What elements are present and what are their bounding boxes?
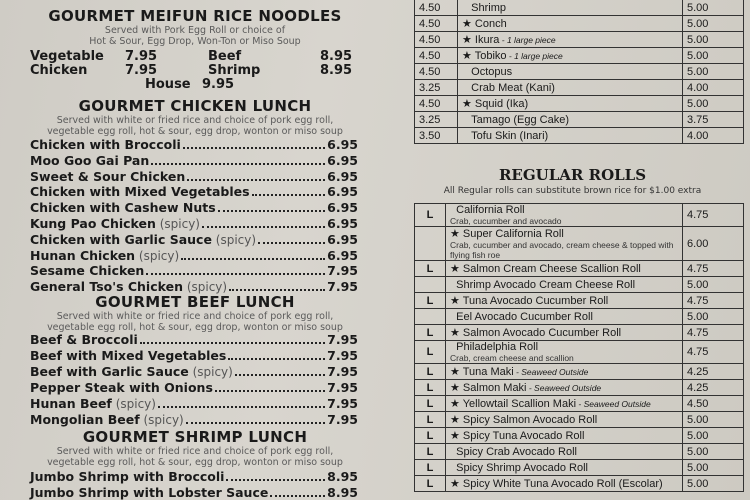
meifun-item-price: 9.95 bbox=[202, 77, 235, 92]
chicken-subtitle-2: vegetable egg roll, hot & sour, egg drop, wonton or miso soup bbox=[47, 126, 343, 137]
roll-name bbox=[446, 444, 683, 460]
menu-item-price: 6.95 bbox=[327, 137, 358, 152]
sushi-price: 5.00 bbox=[683, 16, 744, 32]
sushi-name-text: Crab Meat (Kani) bbox=[471, 81, 555, 94]
roll-price: 5.00 bbox=[683, 444, 744, 460]
menu-item-name: Sweet & Sour Chicken bbox=[30, 168, 186, 184]
menu-item-row bbox=[30, 231, 358, 247]
shrimp-title: GOURMET SHRIMP LUNCH bbox=[82, 428, 308, 446]
roll-name-text: Spicy Crab Avocado Roll bbox=[456, 445, 577, 458]
menu-item-price: 7.95 bbox=[327, 364, 358, 379]
sushi-row bbox=[415, 96, 744, 112]
roll-name-text: Salmon Avocado Cucumber Roll bbox=[462, 327, 622, 339]
menu-item-price: 7.95 bbox=[327, 380, 358, 395]
sushi-row bbox=[415, 48, 744, 64]
meifun-item-name: Vegetable bbox=[30, 49, 104, 64]
sushi-price-small: 3.25 bbox=[415, 112, 458, 128]
roll-row bbox=[415, 364, 744, 380]
sushi-price-small: 4.50 bbox=[415, 0, 458, 16]
menu-item-name: Chicken with Garlic Sauce bbox=[30, 231, 212, 247]
roll-name-text: Shrimp Avocado Cream Cheese Roll bbox=[456, 278, 636, 291]
sushi-name-text: Squid (Ika) bbox=[474, 98, 529, 110]
menu-item-row bbox=[30, 247, 358, 263]
sushi-note: - 1 large piece bbox=[506, 51, 563, 61]
sushi-name-text: Tamago (Egg Cake) bbox=[471, 113, 569, 126]
sushi-name bbox=[458, 0, 683, 16]
sushi-name bbox=[458, 112, 683, 128]
menu-item-row bbox=[30, 183, 358, 199]
dot-leader bbox=[151, 162, 325, 165]
roll-name bbox=[446, 341, 683, 364]
sushi-price-small: 4.50 bbox=[415, 16, 458, 32]
dot-leader bbox=[158, 405, 325, 408]
dot-leader bbox=[258, 241, 325, 244]
roll-row bbox=[415, 309, 744, 325]
roll-name bbox=[446, 396, 683, 412]
roll-price: 4.75 bbox=[683, 325, 744, 341]
roll-tag: L bbox=[415, 380, 446, 396]
star-icon: ★ bbox=[450, 327, 463, 339]
beef-title: GOURMET BEEF LUNCH bbox=[95, 293, 295, 311]
roll-name bbox=[446, 325, 683, 341]
roll-price: 4.75 bbox=[683, 341, 744, 364]
roll-price: 5.00 bbox=[683, 428, 744, 444]
roll-price: 5.00 bbox=[683, 277, 744, 293]
roll-name bbox=[446, 261, 683, 277]
roll-name-text: Salmon Maki bbox=[462, 382, 527, 394]
roll-name-text: Spicy White Tuna Avocado Roll (Escolar) bbox=[462, 478, 663, 490]
roll-tag: L bbox=[415, 444, 446, 460]
menu-item-name: Beef with Garlic Sauce bbox=[30, 364, 189, 379]
dot-leader bbox=[235, 373, 325, 376]
sushi-name-text: Shrimp bbox=[471, 1, 507, 14]
roll-name bbox=[446, 380, 683, 396]
menu-item-name: Chicken with Broccoli bbox=[30, 137, 181, 152]
star-icon: ★ bbox=[450, 366, 463, 378]
roll-price: 4.75 bbox=[683, 293, 744, 309]
sushi-name-text: Octopus bbox=[471, 65, 513, 78]
roll-name bbox=[446, 364, 683, 380]
roll-row bbox=[415, 396, 744, 412]
sushi-price-small: 4.50 bbox=[415, 48, 458, 64]
menu-item-row bbox=[30, 199, 358, 215]
menu-item-price: 6.95 bbox=[327, 152, 358, 168]
menu-item-row bbox=[30, 136, 358, 152]
menu-item-price: 8.95 bbox=[327, 485, 358, 500]
roll-price: 4.50 bbox=[683, 396, 744, 412]
spicy-label: (spicy) bbox=[183, 280, 228, 295]
roll-price: 4.25 bbox=[683, 380, 744, 396]
sushi-name bbox=[458, 32, 683, 48]
sushi-name-text: Ikura bbox=[474, 34, 500, 46]
dot-leader bbox=[270, 494, 325, 497]
sushi-row bbox=[415, 0, 744, 16]
menu-item-name: Sesame Chicken bbox=[30, 263, 145, 279]
roll-row bbox=[415, 444, 744, 460]
sushi-price: 3.75 bbox=[683, 112, 744, 128]
menu-item-price: 6.95 bbox=[327, 184, 358, 200]
roll-row bbox=[415, 261, 744, 277]
star-icon: ★ bbox=[450, 478, 463, 490]
dot-leader bbox=[186, 421, 325, 424]
menu-item-name: Kung Pao Chicken bbox=[30, 216, 156, 231]
menu-item-price: 6.95 bbox=[327, 168, 358, 184]
beef-subtitle-1: Served with white or fried rice and choice of pork egg roll, bbox=[56, 311, 334, 322]
meifun-item-price: 7.95 bbox=[125, 49, 158, 64]
roll-description: Crab, cucumber and avocado, cream cheese & topped with flying fish roe bbox=[450, 240, 674, 260]
spicy-label: (spicy) bbox=[211, 232, 257, 247]
sushi-price-small: 4.50 bbox=[415, 96, 458, 112]
roll-name-text: Super California Roll bbox=[462, 228, 564, 240]
sushi-price: 5.00 bbox=[683, 96, 744, 112]
roll-name-text: Philadelphia Roll bbox=[456, 341, 539, 353]
menu-item-name: Jumbo Shrimp with Broccoli bbox=[30, 469, 225, 484]
sushi-row bbox=[415, 16, 744, 32]
menu-item-name: Beef & Broccoli bbox=[30, 332, 138, 347]
spicy-label: (spicy) bbox=[135, 248, 180, 263]
dot-leader bbox=[181, 257, 325, 260]
sushi-price-small: 3.25 bbox=[415, 80, 458, 96]
roll-name-text: Spicy Tuna Avocado Roll bbox=[462, 430, 585, 442]
menu-item-price: 6.95 bbox=[327, 200, 358, 216]
menu-item-name: Jumbo Shrimp with Lobster Sauce bbox=[30, 485, 269, 500]
dot-leader bbox=[202, 225, 325, 228]
roll-row bbox=[415, 204, 744, 227]
menu-item-row bbox=[30, 347, 358, 363]
roll-note: - Seaweed Outside bbox=[513, 367, 589, 377]
star-icon: ★ bbox=[450, 398, 463, 410]
roll-price: 5.00 bbox=[683, 412, 744, 428]
menu-item-price: 6.95 bbox=[327, 231, 358, 247]
star-icon: ★ bbox=[462, 18, 475, 30]
roll-row bbox=[415, 412, 744, 428]
roll-tag: L bbox=[415, 204, 446, 227]
sushi-name bbox=[458, 48, 683, 64]
sushi-price: 5.00 bbox=[683, 48, 744, 64]
shrimp-subtitle-1: Served with white or fried rice and choice of pork egg roll, bbox=[56, 446, 334, 457]
menu-item-row bbox=[30, 168, 358, 184]
meifun-item-price: 7.95 bbox=[125, 63, 158, 78]
menu-item-row bbox=[30, 262, 358, 278]
sushi-price: 5.00 bbox=[683, 64, 744, 80]
chicken-title: GOURMET CHICKEN LUNCH bbox=[78, 97, 312, 115]
sushi-note: - 1 large piece bbox=[499, 35, 556, 45]
roll-name bbox=[446, 476, 683, 492]
menu-item-row bbox=[30, 152, 358, 168]
menu-item-row bbox=[30, 215, 358, 231]
roll-row bbox=[415, 428, 744, 444]
menu-item-row bbox=[30, 395, 358, 411]
dot-leader bbox=[252, 193, 326, 196]
roll-name-text: Yellowtail Scallion Maki bbox=[462, 398, 577, 410]
spicy-label: (spicy) bbox=[139, 413, 184, 427]
dot-leader bbox=[215, 389, 325, 392]
menu-item-name: Mongolian Beef bbox=[30, 412, 140, 427]
sushi-name bbox=[458, 96, 683, 112]
menu-item-price: 7.95 bbox=[327, 332, 358, 347]
roll-price: 5.00 bbox=[683, 309, 744, 325]
dot-leader bbox=[229, 288, 325, 291]
menu-item-name: Chicken with Mixed Vegetables bbox=[30, 184, 250, 200]
meifun-item-name: Shrimp bbox=[208, 63, 261, 78]
beef-subtitle-2: vegetable egg roll, hot & sour, egg drop, wonton or miso soup bbox=[47, 322, 343, 333]
sushi-name bbox=[458, 16, 683, 32]
roll-tag: L bbox=[415, 261, 446, 277]
roll-name bbox=[446, 227, 683, 261]
sushi-price: 4.00 bbox=[683, 80, 744, 96]
roll-tag: L bbox=[415, 341, 446, 364]
star-icon: ★ bbox=[462, 98, 475, 110]
roll-row bbox=[415, 293, 744, 309]
roll-price: 5.00 bbox=[683, 460, 744, 476]
dot-leader bbox=[183, 146, 325, 149]
star-icon: ★ bbox=[450, 430, 463, 442]
roll-row bbox=[415, 460, 744, 476]
roll-name bbox=[446, 204, 683, 227]
star-icon: ★ bbox=[450, 295, 463, 307]
roll-row bbox=[415, 341, 744, 364]
chicken-subtitle-1: Served with white or fried rice and choice of pork egg roll, bbox=[56, 115, 334, 126]
dot-leader bbox=[226, 478, 325, 481]
roll-note: - Seaweed Outside bbox=[526, 383, 602, 393]
star-icon: ★ bbox=[450, 228, 463, 240]
roll-name-text: California Roll bbox=[456, 204, 525, 216]
sushi-name-text: Conch bbox=[474, 18, 507, 30]
menu-item-price: 6.95 bbox=[327, 216, 358, 231]
roll-name-text: Tuna Maki bbox=[462, 366, 514, 378]
sushi-price: 5.00 bbox=[683, 0, 744, 16]
roll-tag: L bbox=[415, 325, 446, 341]
menu-item-row bbox=[30, 411, 358, 427]
roll-name-text: Spicy Salmon Avocado Roll bbox=[462, 414, 598, 426]
sushi-name bbox=[458, 80, 683, 96]
star-icon: ★ bbox=[450, 263, 463, 275]
roll-price: 5.00 bbox=[683, 476, 744, 492]
sushi-price-small: 3.50 bbox=[415, 128, 458, 144]
roll-price: 6.00 bbox=[683, 227, 744, 261]
roll-row bbox=[415, 227, 744, 261]
menu-item-name: General Tso's Chicken bbox=[30, 279, 183, 295]
menu-item-name: Beef with Mixed Vegetables bbox=[30, 348, 227, 363]
sushi-price: 5.00 bbox=[683, 32, 744, 48]
dot-leader bbox=[218, 209, 326, 212]
roll-price: 4.25 bbox=[683, 364, 744, 380]
menu-item-row bbox=[30, 363, 358, 379]
meifun-item-price: 8.95 bbox=[320, 63, 353, 78]
sushi-row bbox=[415, 64, 744, 80]
menu-item-price: 7.95 bbox=[327, 412, 358, 427]
meifun-subtitle-1: Served with Pork Egg Roll or choice of bbox=[104, 25, 286, 36]
roll-description: Crab, cucumber and avocado bbox=[450, 216, 562, 226]
sushi-price: 4.00 bbox=[683, 128, 744, 144]
meifun-subtitle-2: Hot & Sour, Egg Drop, Won-Ton or Miso Soup bbox=[89, 36, 301, 47]
star-icon: ★ bbox=[462, 34, 475, 46]
star-icon: ★ bbox=[462, 50, 475, 62]
sushi-name bbox=[458, 128, 683, 144]
roll-tag: L bbox=[415, 428, 446, 444]
sushi-row bbox=[415, 80, 744, 96]
roll-name bbox=[446, 277, 683, 293]
roll-row bbox=[415, 277, 744, 293]
roll-name bbox=[446, 309, 683, 325]
regular-rolls-table bbox=[414, 203, 744, 492]
meifun-item-price: 8.95 bbox=[320, 49, 353, 64]
roll-description: Crab, cream cheese and scallion bbox=[450, 353, 574, 363]
roll-note: - Seaweed Outside bbox=[576, 399, 651, 409]
roll-tag bbox=[415, 309, 446, 325]
menu-item-price: 7.95 bbox=[327, 396, 358, 411]
sushi-table bbox=[414, 0, 744, 144]
menu-item-row bbox=[30, 278, 358, 294]
roll-price: 4.75 bbox=[683, 204, 744, 227]
roll-row bbox=[415, 380, 744, 396]
spicy-label: (spicy) bbox=[188, 365, 233, 379]
star-icon: ★ bbox=[450, 382, 463, 394]
menu-item-name: Hunan Beef bbox=[30, 396, 112, 411]
roll-name bbox=[446, 412, 683, 428]
dot-leader bbox=[228, 357, 325, 360]
sushi-row bbox=[415, 128, 744, 144]
roll-row bbox=[415, 325, 744, 341]
menu-item-price: 8.95 bbox=[327, 469, 358, 484]
menu-item-name: Hunan Chicken bbox=[30, 247, 136, 263]
sushi-price-small: 4.50 bbox=[415, 64, 458, 80]
menu-item-row bbox=[30, 331, 358, 347]
roll-name bbox=[446, 460, 683, 476]
spicy-label: (spicy) bbox=[111, 397, 156, 411]
shrimp-subtitle-2: vegetable egg roll, hot & sour, egg drop, wonton or miso soup bbox=[47, 457, 343, 468]
sushi-name bbox=[458, 64, 683, 80]
roll-tag: L bbox=[415, 396, 446, 412]
sushi-price-small: 4.50 bbox=[415, 32, 458, 48]
meifun-item-name: Beef bbox=[208, 49, 242, 64]
menu-item-price: 7.95 bbox=[327, 279, 358, 295]
roll-tag bbox=[415, 277, 446, 293]
sushi-name-text: Tofu Skin (Inari) bbox=[471, 129, 549, 142]
dot-leader bbox=[146, 272, 325, 275]
menu-item-name: Pepper Steak with Onions bbox=[30, 380, 213, 395]
roll-tag: L bbox=[415, 293, 446, 309]
menu-item-row bbox=[30, 484, 358, 500]
menu-item-price: 7.95 bbox=[327, 348, 358, 363]
roll-tag: L bbox=[415, 460, 446, 476]
roll-tag bbox=[415, 227, 446, 261]
star-icon: ★ bbox=[450, 414, 463, 426]
regular-rolls-title: REGULAR ROLLS bbox=[498, 166, 647, 184]
roll-price: 4.75 bbox=[683, 261, 744, 277]
roll-name bbox=[446, 293, 683, 309]
roll-tag: L bbox=[415, 476, 446, 492]
menu-item-row bbox=[30, 468, 358, 484]
menu-item-price: 7.95 bbox=[327, 263, 358, 279]
roll-tag: L bbox=[415, 364, 446, 380]
regular-rolls-subtitle: All Regular rolls can substitute brown rice for $1.00 extra bbox=[443, 186, 702, 196]
sushi-row bbox=[415, 32, 744, 48]
meifun-title: GOURMET MEIFUN RICE NOODLES bbox=[48, 7, 342, 25]
menu-item-price: 6.95 bbox=[327, 247, 358, 263]
roll-tag: L bbox=[415, 412, 446, 428]
spicy-label: (spicy) bbox=[155, 217, 200, 231]
menu-item-row bbox=[30, 379, 358, 395]
menu-item-name: Moo Goo Gai Pan bbox=[30, 152, 150, 168]
dot-leader bbox=[140, 341, 325, 344]
roll-name-text: Spicy Shrimp Avocado Roll bbox=[456, 461, 588, 474]
roll-name-text: Eel Avocado Cucumber Roll bbox=[456, 310, 593, 323]
sushi-name-text: Tobiko bbox=[474, 50, 507, 62]
dot-leader bbox=[187, 178, 325, 181]
meifun-item-name: House bbox=[145, 77, 191, 92]
roll-row bbox=[415, 476, 744, 492]
roll-name-text: Salmon Cream Cheese Scallion Roll bbox=[462, 263, 641, 275]
menu-item-name: Chicken with Cashew Nuts bbox=[30, 200, 216, 216]
sushi-row bbox=[415, 112, 744, 128]
roll-name bbox=[446, 428, 683, 444]
meifun-item-name: Chicken bbox=[30, 63, 88, 78]
roll-name-text: Tuna Avocado Cucumber Roll bbox=[462, 295, 609, 307]
